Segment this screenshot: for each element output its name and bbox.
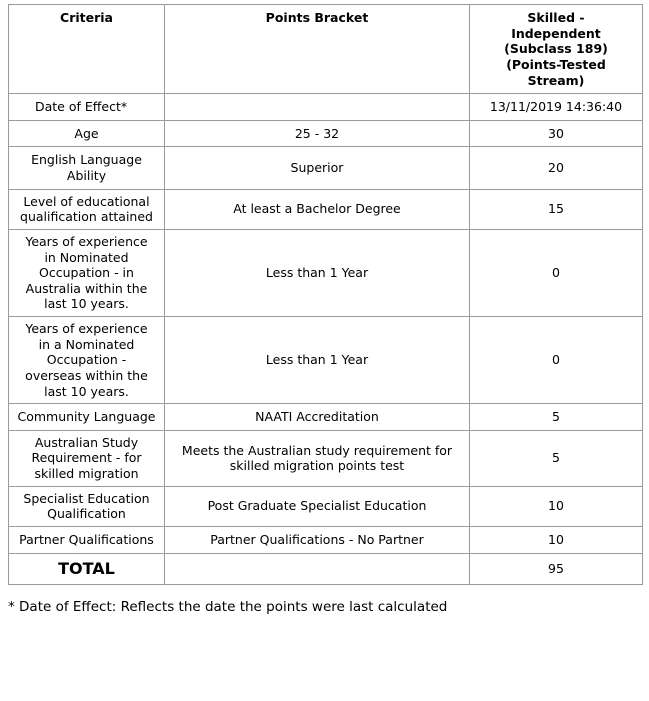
points-summary-page xyxy=(0,4,649,701)
points-community-language: 5 xyxy=(470,404,643,431)
points-age: 30 xyxy=(470,120,643,147)
bracket-specialist-education: Post Graduate Specialist Education xyxy=(165,486,470,526)
criteria-australian-study-requirement: Australian Study Requirement - for skilled migration xyxy=(9,430,165,486)
column-header-visa-result xyxy=(470,5,643,94)
criteria-english-language-ability: English Language Ability xyxy=(9,147,165,189)
points-english-language-ability: 20 xyxy=(470,147,643,189)
bracket-community-language: NAATI Accreditation xyxy=(165,404,470,431)
table-row xyxy=(9,94,643,121)
criteria-specialist-education: Specialist Education Qualification xyxy=(9,486,165,526)
total-points: 95 xyxy=(470,553,643,584)
bracket-age: 25 - 32 xyxy=(165,120,470,147)
bracket-australian-study-requirement: Meets the Australian study requirement for skilled migration points test xyxy=(165,430,470,486)
points-australian-study-requirement: 5 xyxy=(470,430,643,486)
criteria-education-level: Level of educational qualification attained xyxy=(9,189,165,229)
criteria-partner-qualifications: Partner Qualifications xyxy=(9,526,165,553)
table-row xyxy=(9,189,643,229)
criteria-experience-australia: Years of experience in Nominated Occupation - in Australia within the last 10 years. xyxy=(9,229,165,316)
table-row xyxy=(9,229,643,316)
points-partner-qualifications: 10 xyxy=(470,526,643,553)
points-experience-overseas: 0 xyxy=(470,317,643,404)
points-specialist-education: 10 xyxy=(470,486,643,526)
points-date-of-effect: 13/11/2019 14:36:40 xyxy=(470,94,643,121)
bracket-experience-australia: Less than 1 Year xyxy=(165,229,470,316)
total-bracket xyxy=(165,553,470,584)
points-education-level: 15 xyxy=(470,189,643,229)
column-header-points-bracket: Points Bracket xyxy=(165,5,470,94)
bracket-english-language-ability: Superior xyxy=(165,147,470,189)
table-row xyxy=(9,430,643,486)
table-row xyxy=(9,120,643,147)
table-body xyxy=(9,94,643,584)
table-row-total xyxy=(9,553,643,584)
bracket-partner-qualifications: Partner Qualifications - No Partner xyxy=(165,526,470,553)
table-header-row xyxy=(9,5,643,94)
table-row xyxy=(9,317,643,404)
criteria-community-language: Community Language xyxy=(9,404,165,431)
visa-header-line-1: Skilled - xyxy=(527,10,585,25)
criteria-age: Age xyxy=(9,120,165,147)
table-row xyxy=(9,526,643,553)
bracket-education-level: At least a Bachelor Degree xyxy=(165,189,470,229)
table-row xyxy=(9,486,643,526)
bracket-experience-overseas: Less than 1 Year xyxy=(165,317,470,404)
points-breakdown-table xyxy=(8,4,643,585)
date-of-effect-footnote: * Date of Effect: Reflects the date the points were last calculated xyxy=(8,598,448,615)
table-row xyxy=(9,404,643,431)
total-label: TOTAL xyxy=(9,553,165,584)
criteria-experience-overseas: Years of experience in a Nominated Occupation - overseas within the last 10 years. xyxy=(9,317,165,404)
table-header xyxy=(9,5,643,94)
visa-header-line-2: Independent xyxy=(511,25,601,41)
visa-header-line-4: (Points-Tested xyxy=(506,56,606,72)
visa-header-line-3: (Subclass 189) xyxy=(504,41,608,57)
table-row xyxy=(9,147,643,189)
criteria-date-of-effect: Date of Effect* xyxy=(9,94,165,121)
column-header-criteria: Criteria xyxy=(9,5,165,94)
bracket-date-of-effect xyxy=(165,94,470,121)
points-experience-australia: 0 xyxy=(470,229,643,316)
visa-header-line-5: Stream) xyxy=(527,72,585,88)
